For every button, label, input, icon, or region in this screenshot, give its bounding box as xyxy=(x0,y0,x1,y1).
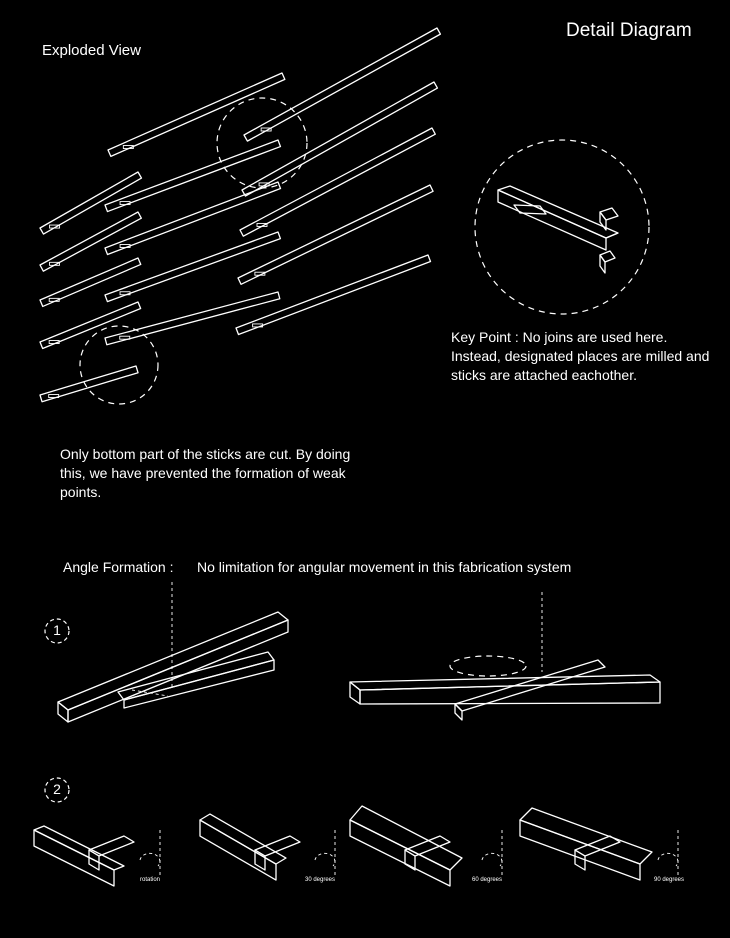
exploded-stick-11 xyxy=(238,185,433,284)
rotation-indicator-3 xyxy=(482,853,502,866)
exploded-view-sticks xyxy=(40,28,440,402)
step-1-number: 1 xyxy=(53,622,61,638)
exploded-stick-3-notch xyxy=(50,225,60,228)
exploded-view-label: Exploded View xyxy=(42,42,141,59)
rotation-caption-1: rotation xyxy=(139,877,160,883)
step-2-number: 2 xyxy=(53,781,61,797)
angle-formation-pointers xyxy=(172,582,542,690)
angle-example-1-rotated xyxy=(350,656,660,720)
detail-circle-bottom xyxy=(80,326,158,404)
rotation-sequence xyxy=(34,806,678,886)
key-point-detail-sticks xyxy=(498,186,618,273)
exploded-stick-12 xyxy=(40,302,141,348)
detail-circle-top xyxy=(217,98,307,188)
rotation-caption-2: 30 degrees xyxy=(304,877,336,883)
step-2-marker xyxy=(45,781,69,797)
cut-note-text: Only bottom part of the sticks are cut. By doing this, we have prevented the formation of weak points. xyxy=(60,446,351,500)
rotation-caption-4: 90 degrees xyxy=(653,877,685,883)
key-point-detail-circle xyxy=(475,140,649,314)
rotation-step-3 xyxy=(350,806,502,886)
rotation-step-4 xyxy=(520,808,678,880)
exploded-stick-7 xyxy=(105,182,280,255)
exploded-stick-15 xyxy=(40,366,138,402)
rotation-indicator-2 xyxy=(315,853,335,866)
step-1-marker xyxy=(45,622,69,638)
angle-formation-label: Angle Formation : xyxy=(63,559,174,575)
exploded-stick-1 xyxy=(108,73,285,156)
rotation-caption-3: 60 degrees xyxy=(471,877,503,883)
rotation-step-2 xyxy=(200,814,335,880)
angle-formation-description: No limitation for angular movement in this fabrication system xyxy=(197,559,572,575)
rotation-indicator-4 xyxy=(658,853,678,866)
rotation-indicator-1 xyxy=(140,853,160,866)
step-2-circle xyxy=(43,776,71,804)
key-point-text: Key Point : No joins are used here. Instead, designated places are milled and sticks are attached eachother. xyxy=(451,329,710,383)
exploded-stick-10 xyxy=(105,232,280,302)
page-title: Detail Diagram xyxy=(566,20,692,41)
step-1-circle xyxy=(43,617,71,645)
exploded-stick-13 xyxy=(105,292,280,345)
angle-example-1-crossing xyxy=(58,612,288,722)
